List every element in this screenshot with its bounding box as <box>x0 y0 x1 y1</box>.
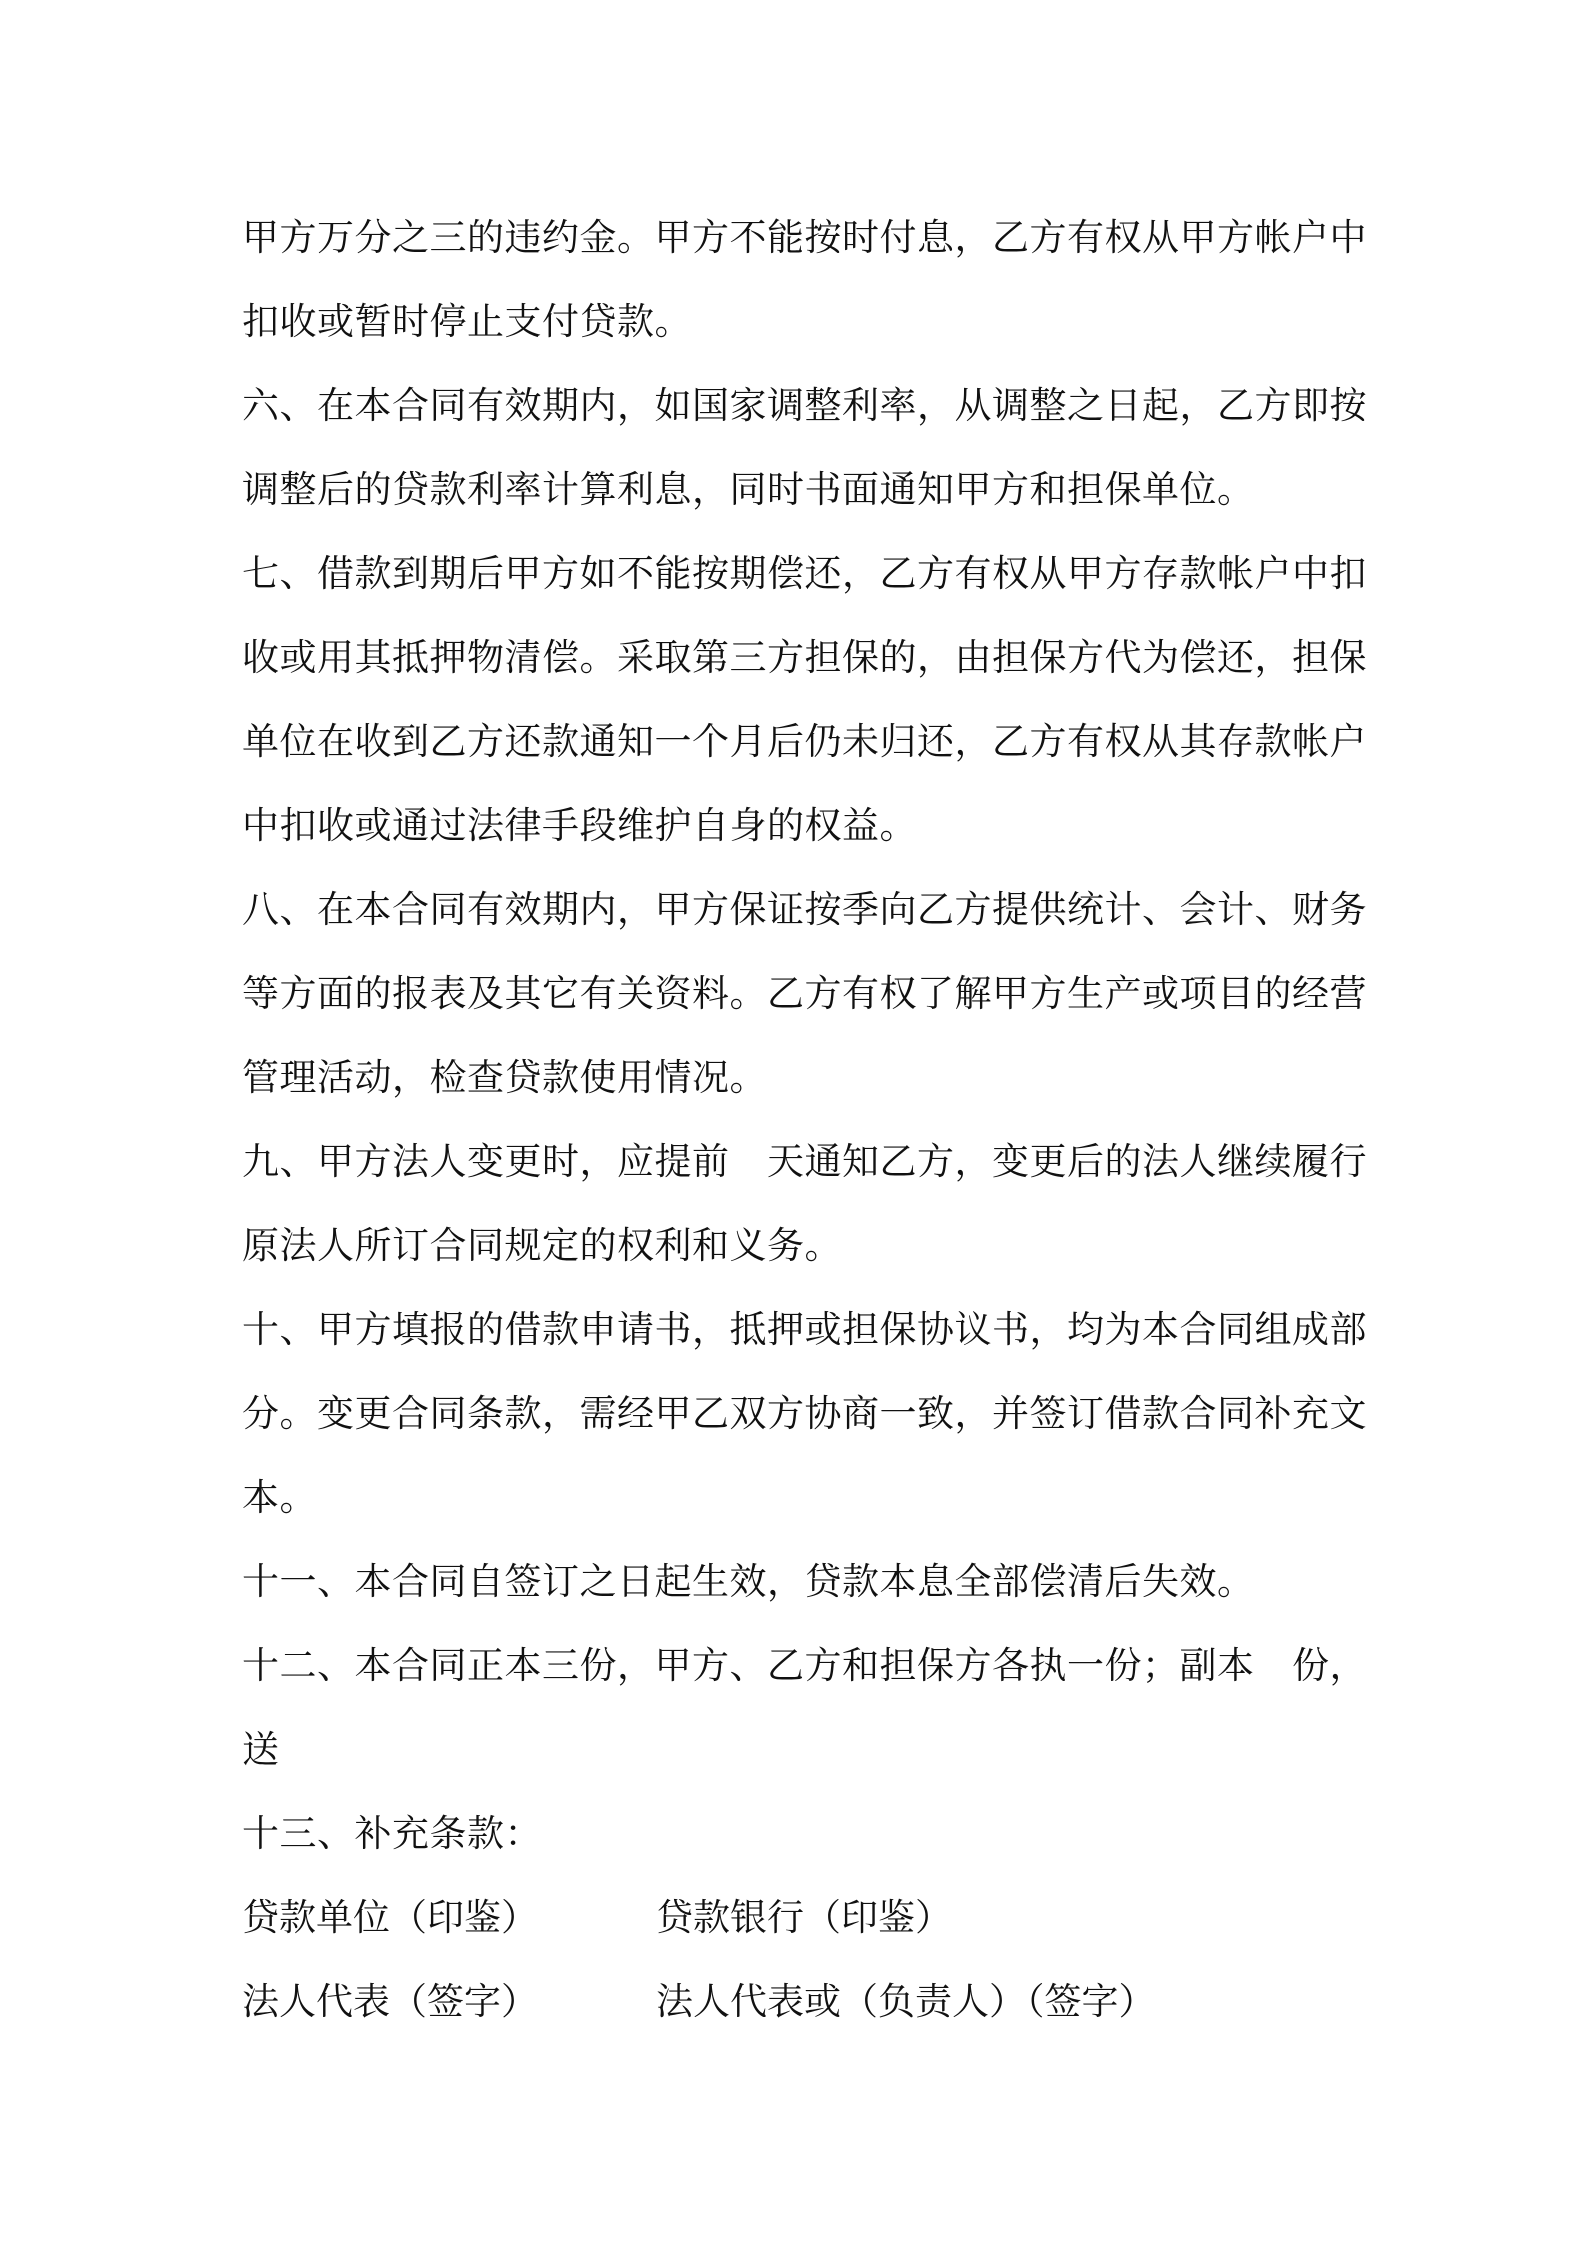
clause-6-line: 六、在本合同有效期内，如国家调整利率，从调整之日起，乙方即按 <box>242 384 1367 427</box>
clause-12-line: 十二、本合同正本三份，甲方、乙方和担保方各执一份；副本 份， <box>242 1644 1367 1687</box>
text-line: 分。变更合同条款，需经甲乙双方协商一致，并签订借款合同补充文 <box>242 1392 1367 1435</box>
clause-8-line: 八、在本合同有效期内，甲方保证按季向乙方提供统计、会计、财务 <box>242 888 1367 931</box>
text-line: 管理活动，检查贷款使用情况。 <box>242 1056 767 1099</box>
bank-seal-label: 贷款银行（印鉴） <box>656 1896 952 1939</box>
clause-11-line: 十一、本合同自签订之日起生效，贷款本息全部偿清后失效。 <box>242 1560 1255 1603</box>
borrower-representative-label: 法人代表（签字） <box>242 1980 538 2023</box>
signature-row <box>242 1960 1362 2044</box>
text-line: 原法人所订合同规定的权利和义务。 <box>242 1224 842 1267</box>
text-line: 收或用其抵押物清偿。采取第三方担保的，由担保方代为偿还，担保 <box>242 636 1367 679</box>
contract-body <box>242 196 1367 2044</box>
clause-13-line: 十三、补充条款： <box>242 1812 542 1855</box>
bank-representative-label: 法人代表或（负责人）（签字） <box>656 1980 1156 2023</box>
text-line: 送 <box>242 1728 280 1771</box>
clause-10-line: 十、甲方填报的借款申请书，抵押或担保协议书，均为本合同组成部 <box>242 1308 1367 1351</box>
borrower-seal-label: 贷款单位（印鉴） <box>242 1896 538 1939</box>
text-line: 调整后的贷款利率计算利息，同时书面通知甲方和担保单位。 <box>242 468 1255 511</box>
clause-7-line: 七、借款到期后甲方如不能按期偿还，乙方有权从甲方存款帐户中扣 <box>242 552 1367 595</box>
text-line: 本。 <box>242 1476 317 1519</box>
text-line: 扣收或暂时停止支付贷款。 <box>242 300 692 343</box>
text-line: 甲方万分之三的违约金。甲方不能按时付息，乙方有权从甲方帐户中 <box>242 216 1367 259</box>
clause-9-line: 九、甲方法人变更时，应提前 天通知乙方，变更后的法人继续履行 <box>242 1140 1367 1183</box>
text-line: 等方面的报表及其它有关资料。乙方有权了解甲方生产或项目的经营 <box>242 972 1367 1015</box>
text-line: 单位在收到乙方还款通知一个月后仍未归还，乙方有权从其存款帐户 <box>242 720 1367 763</box>
text-line: 中扣收或通过法律手段维护自身的权益。 <box>242 804 917 847</box>
signature-row <box>242 1876 1362 1960</box>
